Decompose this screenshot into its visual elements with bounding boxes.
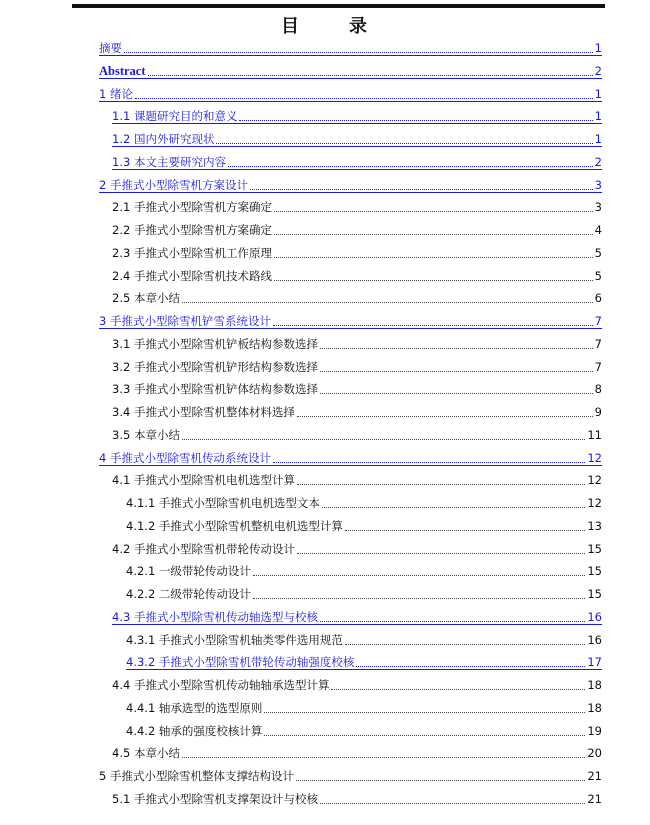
toc-entry xyxy=(112,379,602,399)
toc-entry-page-number: 3 xyxy=(594,177,602,192)
hyperlink-underline xyxy=(99,192,602,193)
toc-entry-label: 4.1 手推式小型除雪机电机选型计算 xyxy=(112,473,295,488)
hyperlink-underline xyxy=(126,669,602,670)
toc-entry-label: 4.4 手推式小型除雪机传动轴轴承选型计算 xyxy=(112,678,330,692)
toc-dot-leader xyxy=(297,416,593,417)
toc-entry-page-number: 15 xyxy=(587,564,602,579)
toc-entry-page-number: 7 xyxy=(594,314,602,328)
toc-title-left: 目 xyxy=(281,16,301,37)
toc-entry-page-number: 21 xyxy=(587,769,602,783)
toc-entry xyxy=(112,334,602,354)
hyperlink-underline xyxy=(99,55,602,56)
toc-dot-leader xyxy=(182,439,585,440)
toc-entry-label: 3.5 本章小结 xyxy=(112,427,180,442)
toc-entry-page-number: 20 xyxy=(587,746,602,761)
toc-entry xyxy=(112,197,602,217)
toc-dot-leader xyxy=(148,75,593,76)
toc-dot-leader xyxy=(273,462,585,463)
toc-entry-page-number: 16 xyxy=(587,632,602,647)
toc-title-right: 录 xyxy=(349,16,369,37)
toc-entry-label: 3.1 手推式小型除雪机铲板结构参数选择 xyxy=(112,336,318,351)
toc-dot-leader xyxy=(216,143,592,144)
toc-entry[interactable] xyxy=(99,84,602,104)
toc-entry-page-number: 1 xyxy=(594,132,602,146)
toc-title xyxy=(0,12,650,38)
toc-entry-page-number: 12 xyxy=(587,496,602,510)
toc-dot-leader xyxy=(124,52,593,53)
toc-entry-label: 2.3 手推式小型除雪机工作原理 xyxy=(112,245,272,260)
toc-entry[interactable] xyxy=(126,652,602,672)
toc-entry xyxy=(126,721,602,741)
toc-entry-page-number: 19 xyxy=(587,723,602,738)
toc-dot-leader xyxy=(182,757,585,758)
toc-entry-label: 4.3 手推式小型除雪机传动轴选型与校核 xyxy=(112,609,318,624)
toc-entry xyxy=(112,539,602,559)
toc-entry-label: 1.1 课题研究目的和意义 xyxy=(112,109,238,124)
toc-entry xyxy=(112,357,602,377)
toc-entry xyxy=(112,288,602,308)
toc-entry-label: 4.3.2 手推式小型除雪机带轮传动轴强度校核 xyxy=(126,655,355,670)
toc-entry-page-number: 1 xyxy=(594,109,602,124)
toc-entry xyxy=(112,743,602,763)
toc-entry-page-number: 12 xyxy=(587,450,602,465)
toc-entry-page-number: 11 xyxy=(587,427,602,442)
hyperlink-underline xyxy=(99,101,602,102)
toc-entry-label: 5.1 手推式小型除雪机支撑架设计与校核 xyxy=(112,791,318,806)
toc-dot-leader xyxy=(320,621,585,622)
top-rule xyxy=(72,4,605,8)
toc-entry-label: 3.4 手推式小型除雪机整体材料选择 xyxy=(112,405,295,419)
toc-dot-leader xyxy=(320,348,593,349)
toc-entry-label: 1 绪论 xyxy=(99,86,133,101)
toc-entry-label: 4.1.2 手推式小型除雪机整机电机选型计算 xyxy=(126,518,343,533)
toc-entry-page-number: 1 xyxy=(594,86,602,101)
toc-entry-page-number: 5 xyxy=(594,268,602,283)
toc-entry[interactable] xyxy=(112,152,602,172)
toc-entry-page-number: 18 xyxy=(587,700,602,715)
toc-entry xyxy=(112,675,602,695)
toc-entry xyxy=(126,493,602,513)
toc-dot-leader xyxy=(320,371,593,372)
toc-entry-label: 4.4.2 轴承的强度校核计算 xyxy=(126,723,263,738)
toc-entry-page-number: 2 xyxy=(594,63,602,78)
toc-entry[interactable] xyxy=(99,38,602,58)
toc-dot-leader xyxy=(297,553,585,554)
toc-entry-page-number: 9 xyxy=(594,405,602,419)
toc-entry xyxy=(112,402,602,422)
toc-entry-page-number: 7 xyxy=(594,359,602,374)
toc-entry-label: 4.3.1 手推式小型除雪机轴类零件选用规范 xyxy=(126,632,343,647)
toc-entry[interactable] xyxy=(112,129,602,149)
toc-entry-label: 4 手推式小型除雪机传动系统设计 xyxy=(99,450,271,465)
toc-entry-label: 4.2.1 一级带轮传动设计 xyxy=(126,564,251,579)
toc-entry-label: Abstract xyxy=(99,63,146,78)
toc-dot-leader xyxy=(320,393,593,394)
toc-dot-leader xyxy=(253,575,585,576)
toc-entry-label: 2.2 手推式小型除雪机方案确定 xyxy=(112,223,272,237)
toc-entry-label: 1.3 本文主要研究内容 xyxy=(112,154,226,169)
toc-entry-page-number: 21 xyxy=(587,791,602,806)
toc-entry xyxy=(112,789,602,809)
toc-entry xyxy=(112,243,602,263)
toc-entry-label: 5 手推式小型除雪机整体支撑结构设计 xyxy=(99,769,294,783)
toc-entry xyxy=(99,766,602,786)
toc-dot-leader xyxy=(274,257,593,258)
hyperlink-underline xyxy=(112,624,602,625)
toc-entry xyxy=(112,470,602,490)
hyperlink-underline xyxy=(99,465,602,466)
toc-entry[interactable] xyxy=(99,311,602,331)
toc-entry-page-number: 6 xyxy=(594,291,602,306)
toc-entry xyxy=(126,698,602,718)
toc-entry-page-number: 12 xyxy=(587,473,602,488)
toc-entry-label: 1.2 国内外研究现状 xyxy=(112,132,215,146)
toc-dot-leader xyxy=(274,211,593,212)
toc-entry[interactable] xyxy=(99,61,602,81)
toc-entry-label: 4.5 本章小结 xyxy=(112,746,180,761)
toc-entry-page-number: 15 xyxy=(587,541,602,556)
toc-dot-leader xyxy=(345,530,585,531)
toc-entry-label: 2.1 手推式小型除雪机方案确定 xyxy=(112,200,272,215)
toc-entry-page-number: 13 xyxy=(587,518,602,533)
toc-entry[interactable] xyxy=(99,175,602,195)
toc-entry xyxy=(112,425,602,445)
toc-entry-label: 4.2.2 二级带轮传动设计 xyxy=(126,587,251,601)
toc-entry[interactable] xyxy=(112,607,602,627)
toc-entry-label: 2.5 本章小结 xyxy=(112,291,180,306)
toc-entry[interactable] xyxy=(99,448,602,468)
toc-entry-label: 3 手推式小型除雪机铲雪系统设计 xyxy=(99,314,271,328)
hyperlink-underline xyxy=(112,123,602,124)
toc-dot-leader xyxy=(273,325,593,326)
toc-dot-leader xyxy=(228,166,593,167)
toc-entry-label: 4.4.1 轴承选型的选型原则 xyxy=(126,700,263,715)
toc-dot-leader xyxy=(320,803,585,804)
toc-entry-page-number: 15 xyxy=(587,587,602,601)
toc-dot-leader xyxy=(264,735,585,736)
toc-dot-leader xyxy=(274,280,593,281)
toc-dot-leader xyxy=(250,189,593,190)
toc-entry-page-number: 17 xyxy=(587,655,602,670)
toc-entry-page-number: 1 xyxy=(594,41,602,55)
toc-entry-label: 4.2 手推式小型除雪机带轮传动设计 xyxy=(112,541,295,556)
toc-entry-label: 3.2 手推式小型除雪机铲形结构参数选择 xyxy=(112,359,318,374)
toc-entry xyxy=(126,516,602,536)
toc-entry xyxy=(126,561,602,581)
toc-dot-leader xyxy=(297,484,585,485)
toc-dot-leader xyxy=(264,712,585,713)
toc-dot-leader xyxy=(274,234,593,235)
toc-entry-label: 4.1.1 手推式小型除雪机电机选型文本 xyxy=(126,496,320,510)
toc-entry-page-number: 18 xyxy=(587,678,602,692)
toc-entry xyxy=(112,220,602,240)
toc-entry-label: 2.4 手推式小型除雪机技术路线 xyxy=(112,268,272,283)
toc-dot-leader xyxy=(296,780,585,781)
hyperlink-underline xyxy=(99,78,602,79)
toc-dot-leader xyxy=(182,302,593,303)
toc-dot-leader xyxy=(356,666,585,667)
toc-entry-page-number: 5 xyxy=(594,245,602,260)
toc-entry-page-number: 16 xyxy=(587,609,602,624)
hyperlink-underline xyxy=(112,169,602,170)
toc-entry[interactable] xyxy=(112,106,602,126)
toc-dot-leader xyxy=(331,689,585,690)
hyperlink-underline xyxy=(99,328,602,329)
toc-entry-page-number: 3 xyxy=(594,200,602,215)
toc-dot-leader xyxy=(253,598,585,599)
toc-entry-label: 3.3 手推式小型除雪机铲体结构参数选择 xyxy=(112,382,318,397)
toc-entry xyxy=(112,266,602,286)
toc-entry-page-number: 8 xyxy=(594,382,602,397)
hyperlink-underline xyxy=(112,146,602,147)
toc-entry-page-number: 2 xyxy=(594,154,602,169)
toc-entry-label: 摘要 xyxy=(99,41,122,55)
toc-dot-leader xyxy=(135,98,593,99)
toc-dot-leader xyxy=(239,120,592,121)
toc-entry-page-number: 7 xyxy=(594,336,602,351)
toc-entry xyxy=(126,630,602,650)
toc-entry xyxy=(126,584,602,604)
toc-dot-leader xyxy=(345,644,585,645)
toc-entry-page-number: 4 xyxy=(594,223,602,237)
toc-dot-leader xyxy=(322,507,585,508)
toc-entry-label: 2 手推式小型除雪机方案设计 xyxy=(99,177,248,192)
